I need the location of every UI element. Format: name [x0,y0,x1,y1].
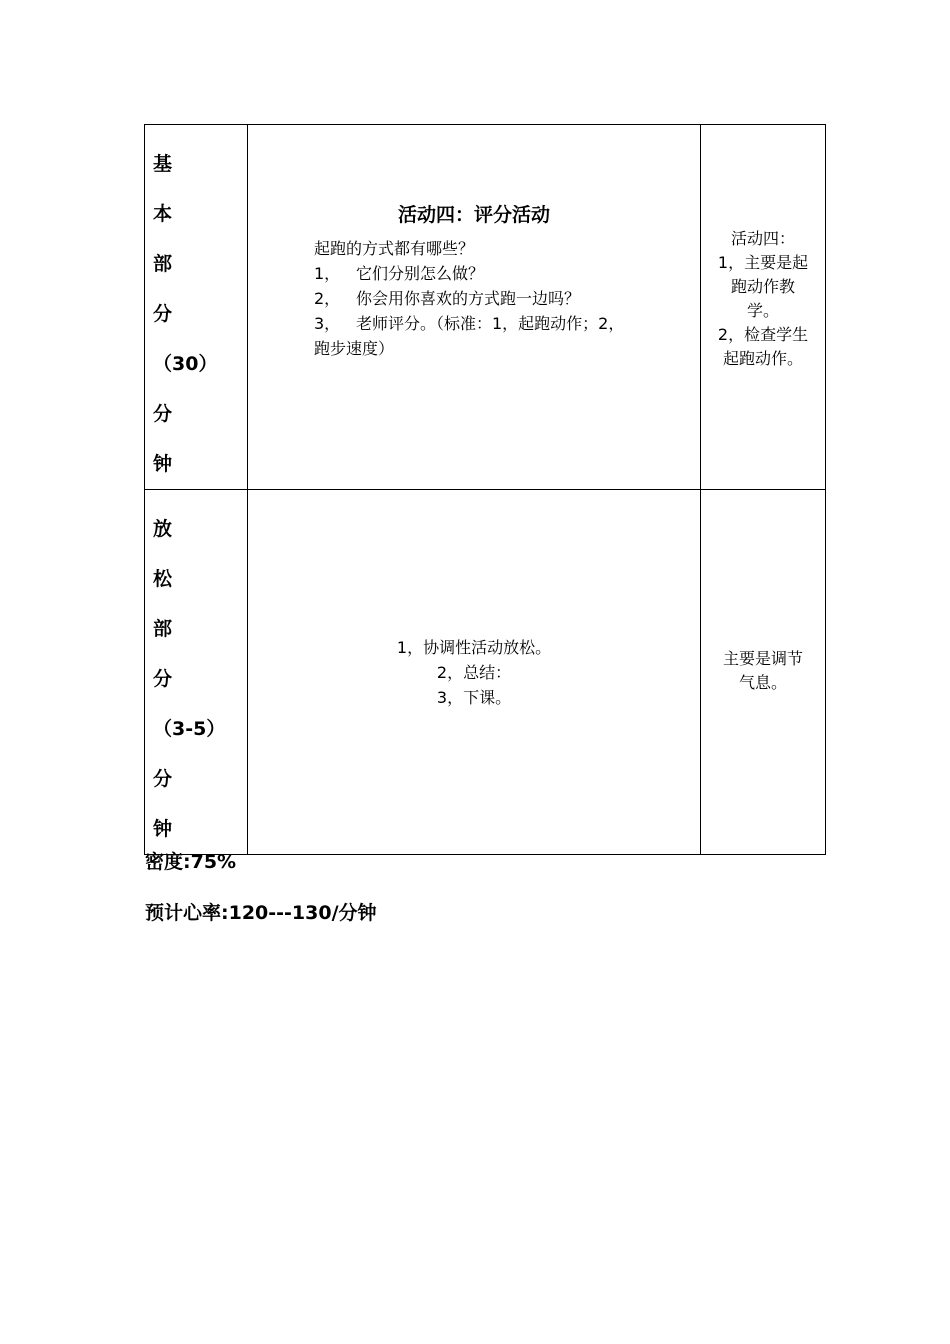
relax-line: 2，总结： [436,663,512,682]
note-line: 活动四： [730,229,795,248]
activity-line [314,311,700,336]
relax-content [248,635,700,710]
stage-cell-basic [145,125,248,490]
lesson-plan-table [144,124,826,855]
note-line: 气息。 [738,673,787,692]
line-number: 2， [314,289,341,308]
line-text: 它们分别怎么做？ [356,264,485,283]
line-text: 老师评分。（标准：1，起跑动作；2， [356,314,625,333]
activity-cell [248,125,701,490]
stage-char: 分 [153,403,173,425]
teaching-note [701,490,825,695]
line-number: 3， [314,314,341,333]
line-text: 你会用你喜欢的方式跑一边吗？ [356,289,581,308]
table-row [145,125,826,490]
stage-char: 部 [153,618,173,640]
relax-line: 1，协调性活动放松。 [396,638,552,657]
stage-char: 放 [153,518,173,540]
stage-char: 基 [153,153,173,175]
note-cell [701,490,826,855]
stage-char: 钟 [153,453,173,475]
stage-duration: （30） [153,353,218,375]
density-text: 密度:75% [145,851,237,873]
activity-title: 活动四：评分活动 [397,204,550,226]
stage-char: 本 [153,203,173,225]
note-line: 跑动作教 [730,277,795,296]
teaching-note [701,125,825,371]
activity-line: 起跑的方式都有哪些？ [314,239,475,258]
note-line: 学。 [746,301,779,320]
stage-char: 钟 [153,818,173,840]
activity-line [314,261,700,286]
table-row [145,490,826,855]
note-line: 起跑动作。 [722,349,803,368]
stage-cell-relax [145,490,248,855]
relax-line: 3，下课。 [436,688,512,707]
heart-rate-text: 预计心率:120---130/分钟 [145,902,377,924]
activity-content [314,236,700,361]
stage-char: 松 [153,568,173,590]
activity-cell [248,490,701,855]
stage-duration: （3-5） [153,718,226,740]
note-line: 2，检查学生 [717,325,809,344]
stage-char: 分 [153,668,173,690]
activity-line [314,286,700,311]
note-cell [701,125,826,490]
stage-char: 分 [153,768,173,790]
stage-label [145,490,247,854]
note-line: 1，主要是起 [717,253,809,272]
activity-line: 跑步速度） [314,339,395,358]
note-line: 主要是调节 [722,649,803,668]
stage-char: 分 [153,303,173,325]
stage-char: 部 [153,253,173,275]
stage-label [145,125,247,489]
line-number: 1， [314,264,341,283]
